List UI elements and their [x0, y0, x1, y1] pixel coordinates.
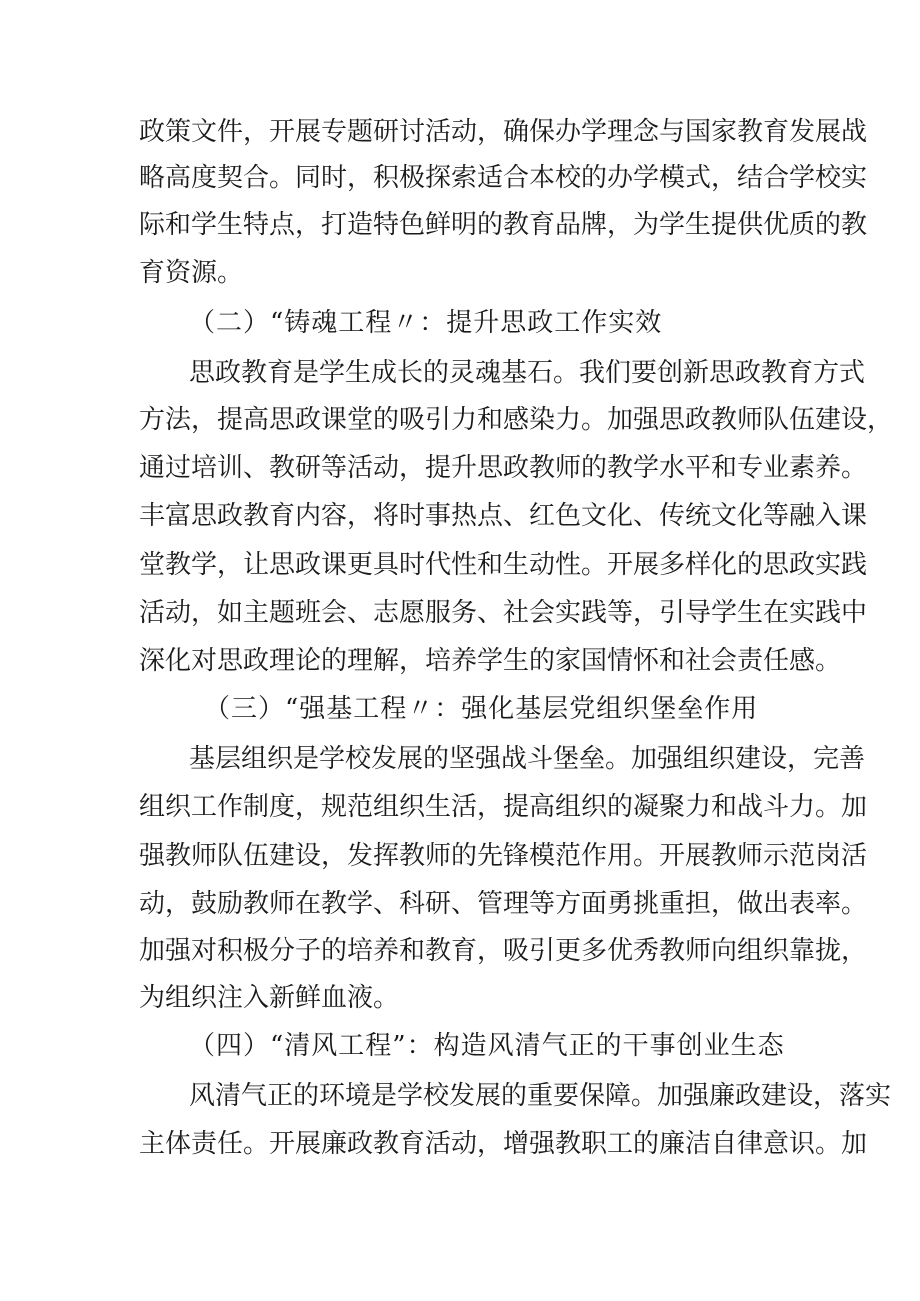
paragraph-line: 思政教育是学生成长的灵魂基石。我们要创新思政教育方式 [189, 358, 866, 388]
paragraph-line: 为组织注入新鲜血液。 [139, 983, 400, 1013]
paragraph-line: 方法，提高思政课堂的吸引力和感染力。加强思政教师队伍建设， [139, 405, 894, 435]
paragraph-line: 际和学生特点，打造特色鲜明的教育品牌，为学生提供优质的教 [139, 210, 868, 240]
paragraph-line: 主体责任。开展廉政教育活动，增强教职工的廉洁自律意识。加 [139, 1129, 868, 1159]
paragraph-line: 加强对积极分子的培养和教育，吸引更多优秀教师向组织靠拢， [139, 936, 868, 966]
paragraph-line: 略高度契合。同时，积极探索适合本校的办学模式，结合学校实 [139, 163, 868, 193]
paragraph-line: 育资源。 [139, 258, 244, 288]
paragraph-line: 强教师队伍建设，发挥教师的先锋模范作用。开展教师示范岗活 [139, 841, 868, 871]
paragraph-line: 风清气正的环境是学校发展的重要保障。加强廉政建设，落实 [189, 1081, 892, 1111]
paragraph-line: 通过培训、教研等活动，提升思政教师的教学水平和专业素养。 [139, 453, 868, 483]
paragraph-line: 堂教学，让思政课更具时代性和生动性。开展多样化的思政实践 [139, 550, 868, 580]
paragraph-line: 活动，如主题班会、志愿服务、社会实践等，引导学生在实践中 [139, 598, 868, 628]
paragraph-line: 丰富思政教育内容，将时事热点、红色文化、传统文化等融入课 [139, 501, 868, 531]
paragraph-line: 组织工作制度，规范组织生活，提高组织的凝聚力和战斗力。加 [139, 792, 868, 822]
section-heading: （四）“清风工程”：构造风清气正的干事创业生态 [189, 1031, 785, 1061]
section-heading: （三）“强基工程〃：强化基层党组织堡垒作用 [204, 694, 759, 724]
paragraph-line: 基层组织是学校发展的坚强战斗堡垒。加强组织建设，完善 [189, 744, 866, 774]
paragraph-line: 政策文件，开展专题研讨活动，确保办学理念与国家教育发展战 [139, 117, 868, 147]
paragraph-line: 动，鼓励教师在教学、科研、管理等方面勇挑重担，做出表率。 [139, 889, 868, 919]
section-heading: （二）“铸魂工程〃：提升思政工作实效 [189, 308, 663, 338]
paragraph-line: 深化对思政理论的理解，培养学生的家国情怀和社会责任感。 [139, 646, 842, 676]
